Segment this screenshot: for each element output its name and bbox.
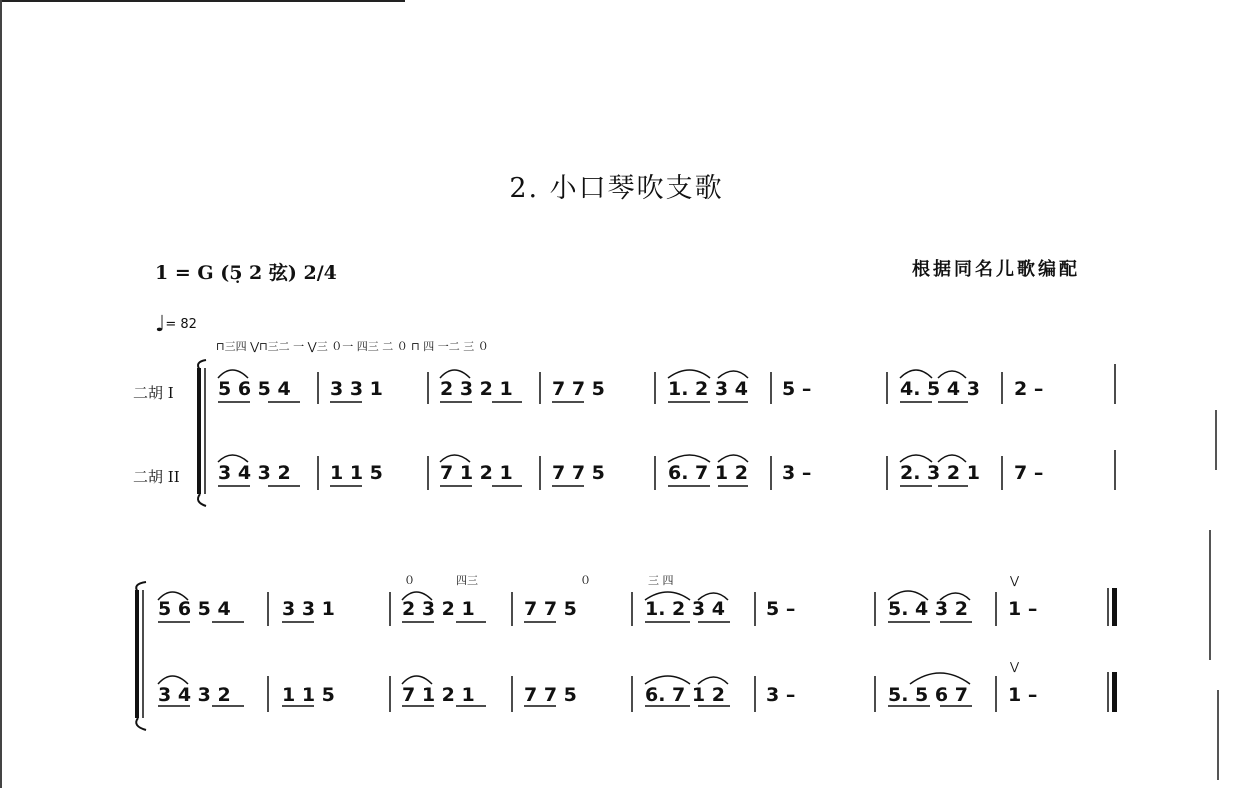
key-signature: 1 = G (5̣ 2 弦) 2/4 [155, 262, 337, 284]
erhu1-measure-15: 5. 4 3 2 [888, 598, 968, 620]
erhu2-measure-8: 7 – [1014, 462, 1044, 484]
erhu1-measure-3: 2 3 2 1 [440, 378, 513, 400]
erhu2-measure-9: 3 4 3 2 [158, 684, 231, 706]
erhu1-measure-11: 2 3 2 1 [402, 598, 475, 620]
erhu1-measure-2: 3 3 1 [330, 378, 383, 400]
erhu2-measure-13: 6. 7 1 2 [645, 684, 725, 706]
erhu1-measure-14: 5 – [766, 598, 796, 620]
arranger-credit: 根据同名儿歌编配 [912, 259, 1080, 280]
erhu1-measure-9: 5 6 5 4 [158, 598, 231, 620]
part-label-erhu-1: 二胡 I [133, 384, 174, 402]
score-title: 2. 小口琴吹支歌 [509, 173, 724, 204]
erhu2-measure-14: 3 – [766, 684, 796, 706]
erhu1-measure-6: 5 – [782, 378, 812, 400]
erhu2-measure-1: 3 4 3 2 [218, 462, 291, 484]
tempo-value: = 82 [165, 317, 197, 332]
part-label-erhu-2: 二胡 II [133, 468, 180, 486]
erhu2-measure-3: 7 1 2 1 [440, 462, 513, 484]
erhu1-measure-10: 3 3 1 [282, 598, 335, 620]
erhu1-measure-12: 7 7 5 [524, 598, 577, 620]
erhu1-fingering-1: ０ [404, 574, 415, 587]
erhu2-measure-12: 7 7 5 [524, 684, 577, 706]
erhu2-measure-10: 1 1 5 [282, 684, 335, 706]
erhu1-fingering-2: 四三 [456, 574, 478, 587]
erhu1-fingering-4: 三 四 [648, 574, 674, 587]
quarter-note-icon: ♩ [155, 312, 166, 337]
erhu1-measure-1: 5 6 5 4 [218, 378, 291, 400]
scan-noise-2 [1209, 530, 1211, 660]
erhu2-fingering-1: ⋁ [1010, 660, 1020, 673]
scan-noise-3 [1217, 690, 1219, 780]
erhu2-measure-16: 1 – [1008, 684, 1038, 706]
erhu1-fingering-5: ⋁ [1010, 574, 1020, 587]
erhu1-measure-4: 7 7 5 [552, 378, 605, 400]
erhu2-measure-6: 3 – [782, 462, 812, 484]
erhu2-measure-15: 5. 5 6 7 [888, 684, 968, 706]
erhu1-measure-5: 1. 2 3 4 [668, 378, 748, 400]
erhu1-fingering-3: ０ [580, 574, 591, 587]
erhu2-measure-11: 7 1 2 1 [402, 684, 475, 706]
erhu2-measure-4: 7 7 5 [552, 462, 605, 484]
erhu1-bowing-row: ⊓三四 ⋁⊓三二 一 ⋁三 ０一 四三 二 ０ ⊓ 四 一二 三 ０ [216, 340, 489, 353]
erhu1-measure-7: 4. 5 4 3 [900, 378, 980, 400]
erhu2-measure-2: 1 1 5 [330, 462, 383, 484]
erhu2-measure-7: 2. 3 2 1 [900, 462, 980, 484]
erhu2-measure-5: 6. 7 1 2 [668, 462, 748, 484]
erhu1-measure-8: 2 – [1014, 378, 1044, 400]
erhu1-measure-13: 1. 2 3 4 [645, 598, 725, 620]
erhu1-measure-16: 1 – [1008, 598, 1038, 620]
scan-noise-1 [1215, 410, 1217, 470]
